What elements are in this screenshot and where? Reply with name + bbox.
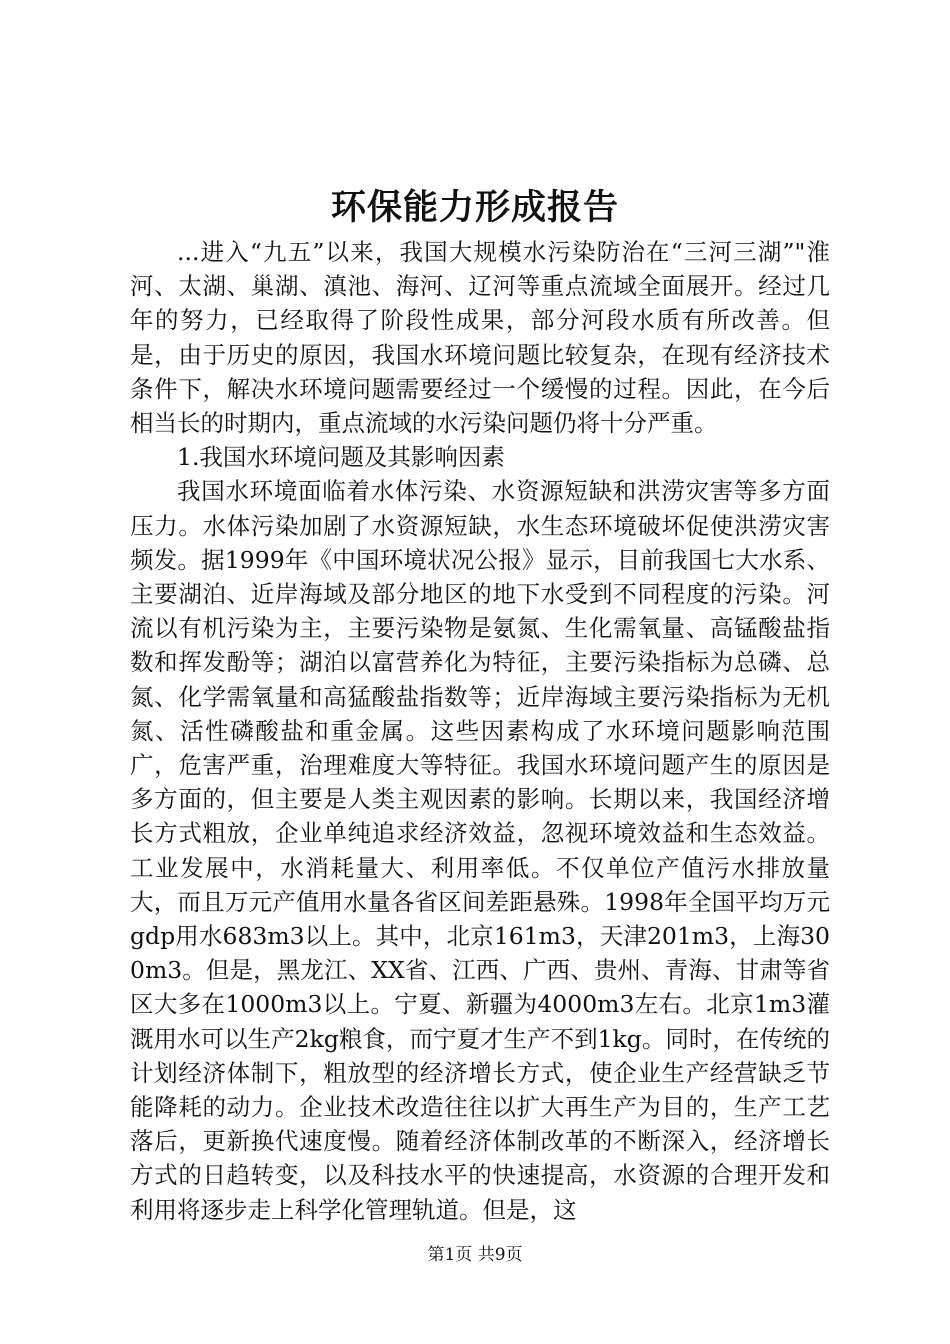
page-footer: 第1页 共9页 xyxy=(427,1245,523,1265)
document-title: 环保能力形成报告 xyxy=(330,188,619,228)
intro-paragraph: ...进入“九五”以来，我国大规模水污染防治在“三河三湖”"淮河、太湖、巢湖、滇池、海河、辽河等重点流域全面展开。经过几年的努力，已经取得了阶段性成果，部分河段水质有所改善。但是，由于历史的原因，我国水环境问题比较复杂，在现有经济技术条件下，解决水环境问题需要经过一个缓慢的过程。因此，在今后相当长的时期内，重点流域的水污染问题仍将十分严重。 xyxy=(130,238,830,438)
document-body xyxy=(130,235,830,1227)
body-paragraph: 我国水环境面临着水体污染、水资源短缺和洪涝灾害等多方面压力。水体污染加剧了水资源短缺，水生态环境破坏促使洪涝灾害频发。据1999年《中国环境状况公报》显示，目前我国七大水系、主要湖泊、近岸海域及部分地区的地下水受到不同程度的污染。河流以有机污染为主，主要污染物是氨氮、生化需氧量、高锰酸盐指数和挥发酚等；湖泊以富营养化为特征，主要污染指标为总磷、总氮、化学需氧量和高猛酸盐指数等；近岸海域主要污染指标为无机氮、活性磷酸盐和重金属。这些因素构成了水环境问题影响范围广，危害严重，治理难度大等特征。我国水环境问题产生的原因是多方面的，但主要是人类主观因素的影响。长期以来，我国经济增长方式粗放，企业单纯追求经济效益，忽视环境效益和生态效益。工业发展中，水消耗量大、利用率低。不仅单位产值污水排放量大，而且万元产值用水量各省区间差距悬殊。1998年全国平均万元gdp用水683m3以上。其中，北京161m3，天津201m3，上海300m3。但是，黑龙江、XX省、江西、广西、贵州、青海、甘肃等省区大多在1000m3以上。宁夏、新疆为4000m3左右。北京1m3灌溉用水可以生产2kg粮食，而宁夏才生产不到1kg。同时，在传统的计划经济体制下，粗放型的经济增长方式，使企业生产经营缺乏节能降耗的动力。企业技术改造往往以扩大再生产为目的，生产工艺落后，更新换代速度慢。随着经济体制改革的不断深入，经济增长方式的日趋转变，以及科技水平的快速提高，水资源的合理开发和利用将逐步走上科学化管理轨道。但是，这 xyxy=(130,477,830,1224)
section-heading: 1.我国水环境问题及其影响因素 xyxy=(177,443,505,472)
